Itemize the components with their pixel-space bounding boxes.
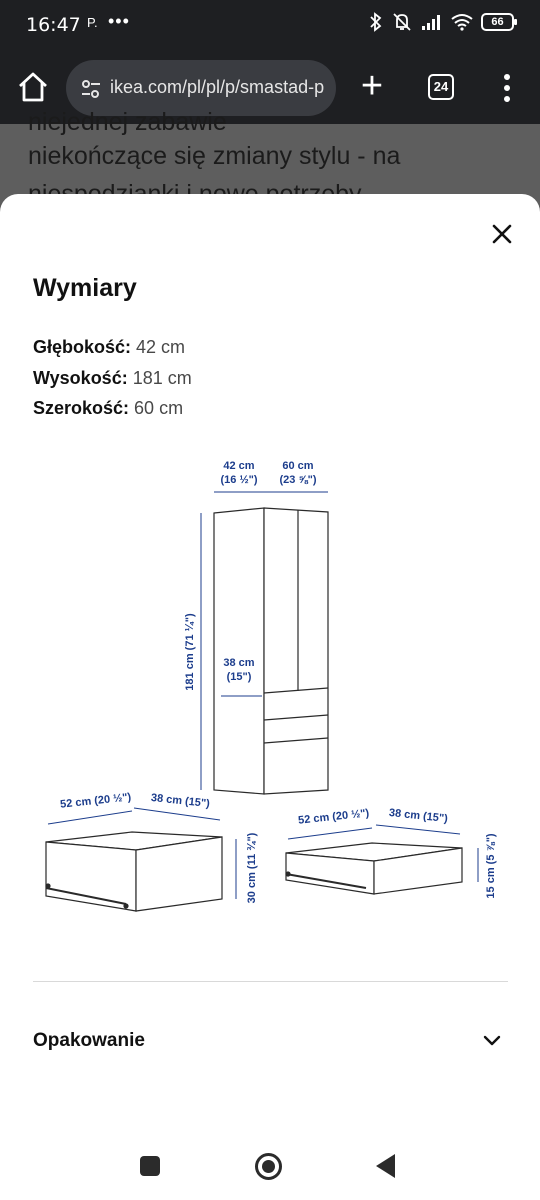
chevron-down-icon[interactable] (482, 1030, 502, 1050)
recents-icon[interactable] (140, 1156, 160, 1176)
dimensions-diagram (36, 456, 516, 926)
packaging-label: Opakowanie (33, 1030, 145, 1051)
wardrobe-height-label: 181 cm (71 ¼") (184, 613, 196, 691)
wifi-icon (451, 13, 473, 31)
drawer-large-height-label: 30 cm (11 ¾") (246, 832, 258, 904)
new-tab-icon[interactable]: + (360, 65, 384, 107)
modal-title: Wymiary (33, 274, 137, 302)
status-time: 16:47 (26, 14, 81, 36)
inner-depth-label: 38 cm (223, 657, 255, 669)
drawer-small-height-label: 15 cm (5 ⅞") (485, 833, 497, 899)
carrier-mark: P. (87, 15, 98, 30)
dimension-depth: Głębokość: 42 cm (33, 337, 186, 357)
status-bar (0, 0, 540, 52)
signal-icon (421, 13, 443, 31)
background-page (0, 108, 540, 204)
drawer-large-inner-label: 38 cm (15") (150, 791, 211, 811)
tab-switcher-button[interactable]: 24 (428, 74, 454, 100)
wardrobe-depth-label: 42 cm (223, 460, 255, 472)
dimensions-modal (0, 194, 540, 1140)
drawer-large-depth-label: 52 cm (20 ½") (59, 791, 132, 811)
overflow-menu-icon[interactable] (496, 70, 518, 106)
dimensions-list (33, 332, 192, 424)
dimension-width: Szerokość: 60 cm (33, 398, 184, 418)
bluetooth-icon (369, 12, 383, 32)
battery-icon: 66 (481, 13, 514, 31)
packaging-accordion[interactable] (33, 1020, 508, 1060)
system-nav-bar (0, 1140, 540, 1200)
inner-depth-inch-label: (15") (226, 671, 252, 683)
divider (33, 981, 508, 982)
dimension-height: Wysokość: 181 cm (33, 367, 192, 388)
mute-icon (391, 12, 413, 32)
url-text: ikea.com/pl/pl/p/smastad-p (110, 77, 325, 97)
wardrobe-width-inch-label: (23 ⅝") (279, 474, 317, 486)
wardrobe-depth-inch-label: (16 ½") (220, 474, 258, 486)
wardrobe-width-label: 60 cm (282, 460, 314, 472)
home-nav-icon[interactable] (255, 1153, 282, 1180)
background-text: niekończące się zmiany stylu - na (28, 142, 401, 170)
more-notifications-icon: ••• (108, 11, 130, 31)
background-text: niejednej zabawie (28, 108, 227, 136)
home-icon[interactable] (16, 70, 50, 104)
status-icons (369, 12, 514, 32)
close-icon[interactable] (486, 218, 518, 250)
drawer-small-depth-label: 52 cm (20 ½") (297, 807, 370, 827)
site-settings-icon[interactable] (80, 78, 102, 100)
back-icon[interactable] (376, 1154, 395, 1178)
drawer-small-inner-label: 38 cm (15") (388, 806, 449, 826)
